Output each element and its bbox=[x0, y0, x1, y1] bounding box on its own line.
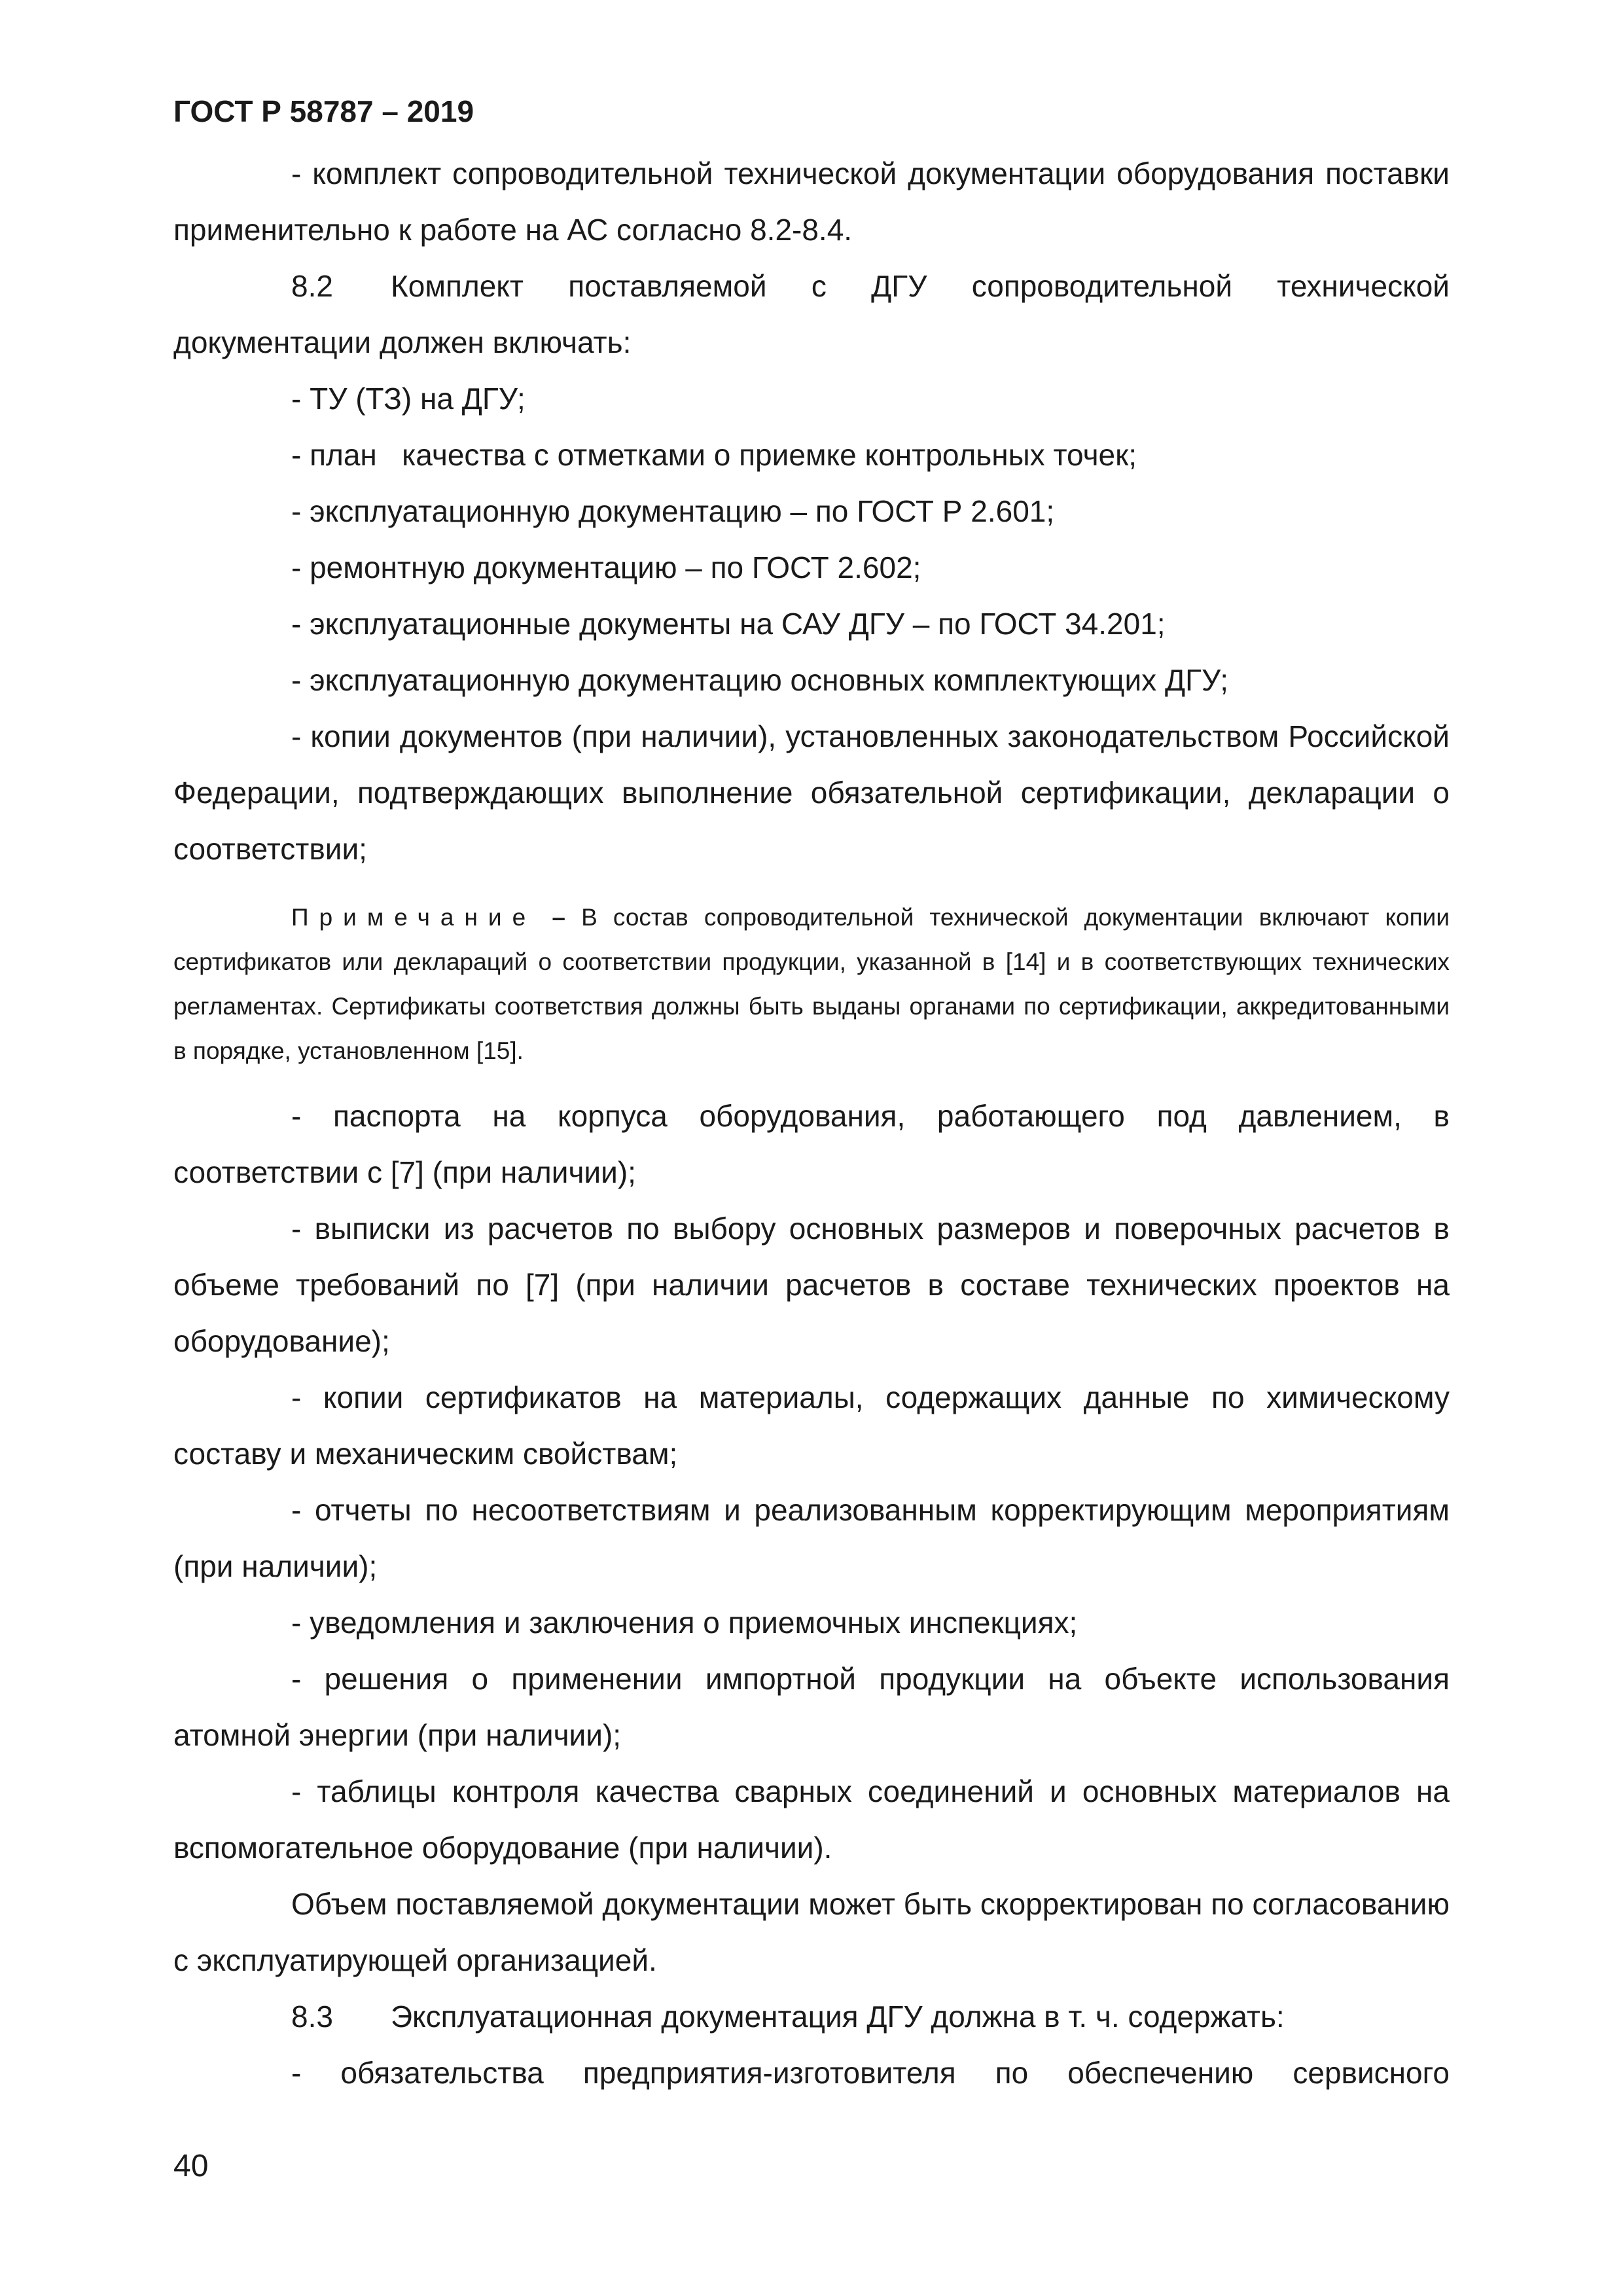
document-body bbox=[173, 145, 1450, 2101]
list-item: - копии документов (при наличии), установленных законодательством Российской Федерации, подтверждающих выполнение обязательной сертификации, декларации о соответствии; bbox=[173, 719, 1450, 866]
clause-number: 8.2 bbox=[291, 269, 333, 303]
clause-text: Комплект поставляемой с ДГУ сопроводительной технической документации должен включать: bbox=[173, 269, 1450, 359]
note-dash: – bbox=[552, 904, 565, 931]
page-number: 40 bbox=[173, 2149, 209, 2183]
note-label: Примечание bbox=[291, 904, 537, 931]
list-item: - комплект сопроводительной технической документации оборудования поставки применительно к работе на АС согласно 8.2-8.4. bbox=[173, 156, 1450, 247]
clause-text: Эксплуатационная документация ДГУ должна в т. ч. содержать: bbox=[390, 2000, 1285, 2034]
list-item: - эксплуатационные документы на САУ ДГУ – по ГОСТ 34.201; bbox=[291, 607, 1166, 641]
list-item: - таблицы контроля качества сварных соединений и основных материалов на вспомогательное оборудование (при наличии). bbox=[173, 1774, 1450, 1865]
paragraph: Объем поставляемой документации может быть скорректирован по согласованию с эксплуатирующей организацией. bbox=[173, 1887, 1450, 1977]
document-header: ГОСТ Р 58787 – 2019 bbox=[173, 94, 474, 128]
list-item: - план качества с отметками о приемке контрольных точек; bbox=[291, 438, 1137, 472]
note bbox=[173, 895, 1450, 1073]
list-item: - уведомления и заключения о приемочных инспекциях; bbox=[291, 1605, 1078, 1640]
list-item: - решения о применении импортной продукции на объекте использования атомной энергии (при наличии); bbox=[173, 1662, 1450, 1752]
list-item: - паспорта на корпуса оборудования, работающего под давлением, в соответствии с [7] (при наличии); bbox=[173, 1099, 1450, 1189]
numbered-paragraph bbox=[173, 258, 1450, 370]
clause-number: 8.3 bbox=[291, 2000, 333, 2034]
list-item: - выписки из расчетов по выбору основных размеров и поверочных расчетов в объеме требований по [7] (при наличии расчетов в составе технических проектов на оборудование); bbox=[173, 1211, 1450, 1358]
list-item: - эксплуатационную документацию – по ГОСТ Р 2.601; bbox=[291, 494, 1055, 528]
list-item: - эксплуатационную документацию основных комплектующих ДГУ; bbox=[291, 663, 1229, 697]
list-item: - копии сертификатов на материалы, содержащих данные по химическому составу и механическим свойствам; bbox=[173, 1380, 1450, 1471]
list-item: - ремонтную документацию – по ГОСТ 2.602; bbox=[291, 550, 921, 584]
list-item: - обязательства предприятия-изготовителя по обеспечению сервисного bbox=[291, 2056, 1450, 2090]
note-text: В состав сопроводительной технической документации включают копии сертификатов или деклараций о соответствии продукции, указанной в [14] и в соответствующих технических регламентах. Сертификаты соответствия должны быть выданы органами по сертификации, аккредитованными в порядке, установленном [15]. bbox=[173, 904, 1450, 1064]
list-item: - отчеты по несоответствиям и реализованным корректирующим мероприятиям (при наличии); bbox=[173, 1493, 1450, 1583]
list-item: - ТУ (ТЗ) на ДГУ; bbox=[291, 382, 526, 416]
numbered-paragraph bbox=[173, 1988, 1450, 2045]
